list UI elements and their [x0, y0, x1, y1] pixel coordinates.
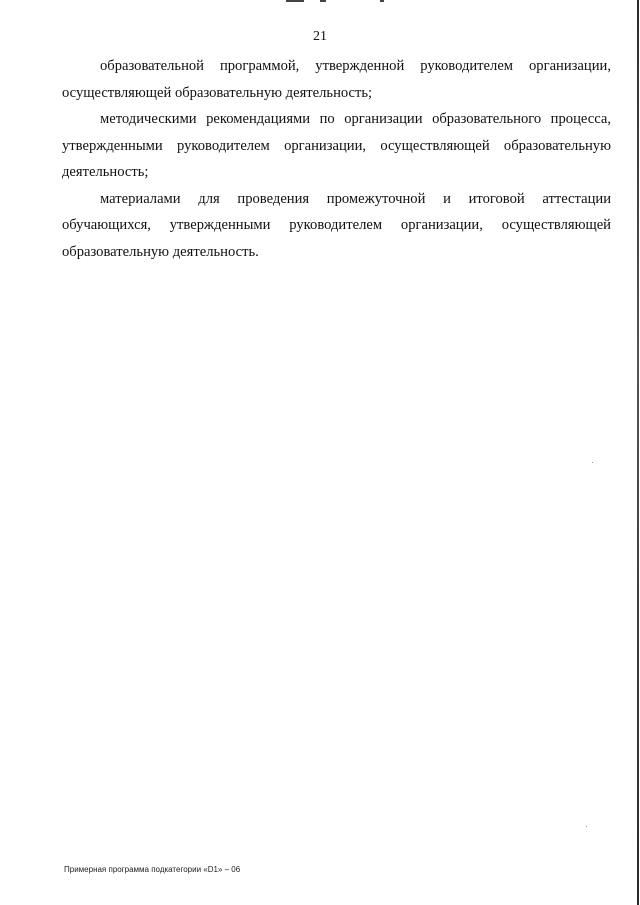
scan-artifact-top	[230, 0, 530, 3]
footer-caption: Примерная программа подкатегории «D1» – 06	[64, 865, 241, 874]
page-number: 21	[313, 29, 327, 44]
document-body	[62, 53, 611, 265]
scan-edge	[637, 0, 639, 905]
scan-speck	[586, 826, 587, 827]
paragraph: образовательной программой, утвержденной руководителем организации, осуществляющей образовательную деятельность;	[62, 58, 611, 101]
paragraph: материалами для проведения промежуточной и итоговой аттестации обучающихся, утвержденными руководителем организации, осуществляющей образовательную деятельность.	[62, 190, 611, 260]
scan-speck	[592, 462, 593, 463]
paragraph: методическими рекомендациями по организации образовательного процесса, утвержденными руководителем организации, осуществляющей образовательную деятельность;	[62, 111, 611, 180]
